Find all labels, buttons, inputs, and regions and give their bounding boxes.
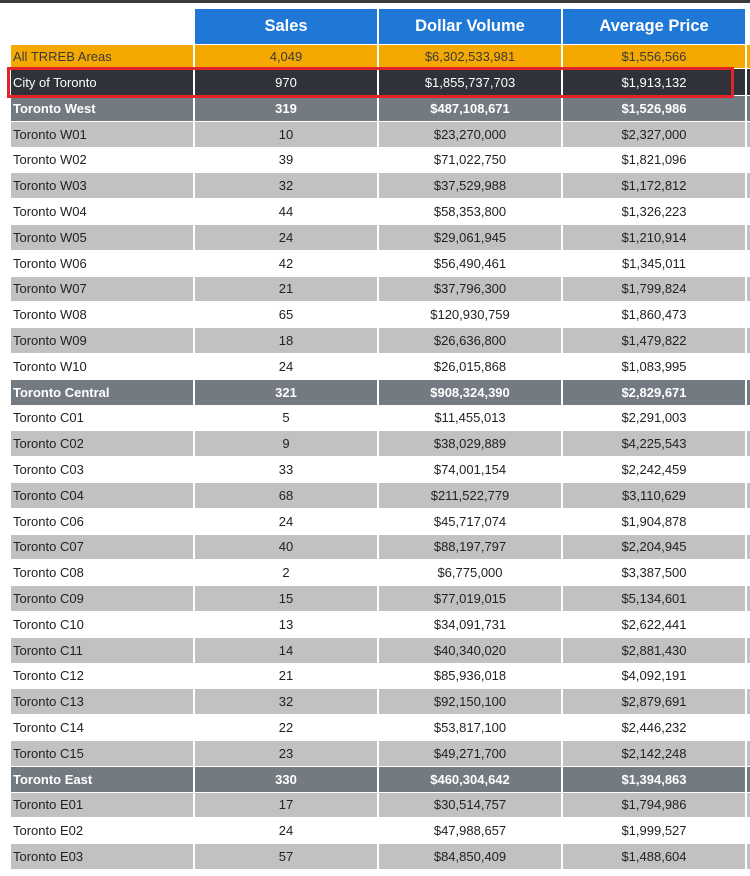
header-area-blank — [11, 9, 193, 44]
dollar-volume-cell: $38,029,889 — [379, 430, 561, 456]
dollar-volume-cell: $120,930,759 — [379, 301, 561, 327]
dollar-volume-cell: $11,455,013 — [379, 405, 561, 431]
top-border — [0, 0, 750, 3]
average-price-cell: $3,110,629 — [563, 482, 745, 508]
sales-cell: 24 — [195, 817, 377, 843]
sales-cell: 65 — [195, 301, 377, 327]
sales-cell: 40 — [195, 534, 377, 560]
dollar-volume-cell: $6,302,533,981 — [379, 44, 561, 68]
area-cell: Toronto C04 — [11, 482, 193, 508]
sales-cell: 42 — [195, 250, 377, 276]
area-cell: Toronto C14 — [11, 714, 193, 740]
dollar-volume-cell: $58,353,800 — [379, 198, 561, 224]
average-price-cell: $1,999,527 — [563, 817, 745, 843]
average-price-cell: $1,913,132 — [563, 68, 745, 95]
area-cell: Toronto W09 — [11, 327, 193, 353]
header-dollar-volume: Dollar Volume — [379, 9, 561, 44]
average-price-cell: $2,879,691 — [563, 688, 745, 714]
average-price-cell: $2,829,671 — [563, 379, 745, 405]
area-cell: Toronto W04 — [11, 198, 193, 224]
average-price-cell: $1,479,822 — [563, 327, 745, 353]
dollar-volume-cell: $23,270,000 — [379, 121, 561, 147]
dollar-volume-cell: $1,855,737,703 — [379, 68, 561, 95]
dollar-volume-cell: $88,197,797 — [379, 534, 561, 560]
sales-cell: 22 — [195, 714, 377, 740]
sales-cell: 23 — [195, 740, 377, 766]
area-cell: Toronto C07 — [11, 534, 193, 560]
dollar-volume-cell: $47,988,657 — [379, 817, 561, 843]
sales-cell: 57 — [195, 843, 377, 869]
dollar-volume-cell: $84,850,409 — [379, 843, 561, 869]
area-cell: Toronto E03 — [11, 843, 193, 869]
header-average-price: Average Price — [563, 9, 745, 44]
area-cell: Toronto C10 — [11, 611, 193, 637]
average-price-cell: $1,083,995 — [563, 353, 745, 379]
sales-cell: 4,049 — [195, 44, 377, 68]
area-cell: Toronto W02 — [11, 147, 193, 173]
average-price-cell: $1,794,986 — [563, 792, 745, 818]
sales-cell: 32 — [195, 172, 377, 198]
area-cell: Toronto C03 — [11, 456, 193, 482]
area-cell: Toronto C08 — [11, 559, 193, 585]
area-cell: Toronto E01 — [11, 792, 193, 818]
dollar-volume-cell: $908,324,390 — [379, 379, 561, 405]
sales-cell: 44 — [195, 198, 377, 224]
sales-cell: 39 — [195, 147, 377, 173]
dollar-volume-cell: $26,636,800 — [379, 327, 561, 353]
average-price-cell: $3,387,500 — [563, 559, 745, 585]
sales-cell: 18 — [195, 327, 377, 353]
average-price-cell: $2,446,232 — [563, 714, 745, 740]
average-price-cell: $2,242,459 — [563, 456, 745, 482]
average-price-cell: $2,204,945 — [563, 534, 745, 560]
sales-cell: 9 — [195, 430, 377, 456]
sales-cell: 2 — [195, 559, 377, 585]
sales-cell: 330 — [195, 766, 377, 792]
dollar-volume-cell: $460,304,642 — [379, 766, 561, 792]
dollar-volume-cell: $37,796,300 — [379, 276, 561, 302]
sales-cell: 5 — [195, 405, 377, 431]
area-cell: Toronto East — [11, 766, 193, 792]
area-cell: Toronto W03 — [11, 172, 193, 198]
average-price-cell: $1,556,566 — [563, 44, 745, 68]
dollar-volume-cell: $37,529,988 — [379, 172, 561, 198]
area-cell: Toronto W08 — [11, 301, 193, 327]
area-cell: Toronto C15 — [11, 740, 193, 766]
average-price-cell: $2,881,430 — [563, 637, 745, 663]
average-price-cell: $1,526,986 — [563, 95, 745, 121]
average-price-cell: $1,210,914 — [563, 224, 745, 250]
average-price-cell: $4,225,543 — [563, 430, 745, 456]
sales-cell: 13 — [195, 611, 377, 637]
average-price-cell: $1,326,223 — [563, 198, 745, 224]
area-cell: Toronto Central — [11, 379, 193, 405]
dollar-volume-cell: $74,001,154 — [379, 456, 561, 482]
sales-cell: 21 — [195, 663, 377, 689]
dollar-volume-cell: $34,091,731 — [379, 611, 561, 637]
sales-cell: 14 — [195, 637, 377, 663]
sales-table — [11, 9, 750, 869]
sales-cell: 33 — [195, 456, 377, 482]
dollar-volume-cell: $487,108,671 — [379, 95, 561, 121]
sales-cell: 24 — [195, 508, 377, 534]
dollar-volume-cell: $56,490,461 — [379, 250, 561, 276]
sales-cell: 970 — [195, 68, 377, 95]
area-cell: Toronto West — [11, 95, 193, 121]
dollar-volume-cell: $6,775,000 — [379, 559, 561, 585]
average-price-cell: $4,092,191 — [563, 663, 745, 689]
average-price-cell: $1,821,096 — [563, 147, 745, 173]
area-cell: Toronto C11 — [11, 637, 193, 663]
average-price-cell: $1,799,824 — [563, 276, 745, 302]
area-cell: Toronto C02 — [11, 430, 193, 456]
sales-cell: 319 — [195, 95, 377, 121]
sales-cell: 321 — [195, 379, 377, 405]
dollar-volume-cell: $26,015,868 — [379, 353, 561, 379]
average-price-cell: $1,860,473 — [563, 301, 745, 327]
sales-cell: 68 — [195, 482, 377, 508]
dollar-volume-cell: $49,271,700 — [379, 740, 561, 766]
area-cell: Toronto W07 — [11, 276, 193, 302]
header-sales: Sales — [195, 9, 377, 44]
sales-cell: 10 — [195, 121, 377, 147]
sales-cell: 15 — [195, 585, 377, 611]
area-cell: Toronto W06 — [11, 250, 193, 276]
dollar-volume-cell: $77,019,015 — [379, 585, 561, 611]
area-cell: Toronto C12 — [11, 663, 193, 689]
average-price-cell: $5,134,601 — [563, 585, 745, 611]
dollar-volume-cell: $71,022,750 — [379, 147, 561, 173]
dollar-volume-cell: $92,150,100 — [379, 688, 561, 714]
average-price-cell: $2,622,441 — [563, 611, 745, 637]
sales-cell: 21 — [195, 276, 377, 302]
average-price-cell: $1,904,878 — [563, 508, 745, 534]
dollar-volume-cell: $53,817,100 — [379, 714, 561, 740]
area-cell: Toronto E02 — [11, 817, 193, 843]
average-price-cell: $1,172,812 — [563, 172, 745, 198]
average-price-cell: $2,327,000 — [563, 121, 745, 147]
dollar-volume-cell: $85,936,018 — [379, 663, 561, 689]
dollar-volume-cell: $40,340,020 — [379, 637, 561, 663]
sales-cell: 24 — [195, 353, 377, 379]
dollar-volume-cell: $29,061,945 — [379, 224, 561, 250]
average-price-cell: $1,394,863 — [563, 766, 745, 792]
dollar-volume-cell: $45,717,074 — [379, 508, 561, 534]
average-price-cell: $2,142,248 — [563, 740, 745, 766]
average-price-cell: $1,488,604 — [563, 843, 745, 869]
area-cell: Toronto W01 — [11, 121, 193, 147]
dollar-volume-cell: $30,514,757 — [379, 792, 561, 818]
dollar-volume-cell: $211,522,779 — [379, 482, 561, 508]
sales-cell: 32 — [195, 688, 377, 714]
area-cell: Toronto C13 — [11, 688, 193, 714]
area-cell: Toronto C06 — [11, 508, 193, 534]
sales-cell: 24 — [195, 224, 377, 250]
area-cell: Toronto W05 — [11, 224, 193, 250]
area-cell: City of Toronto — [11, 68, 193, 95]
area-cell: Toronto C09 — [11, 585, 193, 611]
area-cell: Toronto C01 — [11, 405, 193, 431]
area-cell: All TRREB Areas — [11, 44, 193, 68]
average-price-cell: $2,291,003 — [563, 405, 745, 431]
sales-cell: 17 — [195, 792, 377, 818]
area-cell: Toronto W10 — [11, 353, 193, 379]
average-price-cell: $1,345,011 — [563, 250, 745, 276]
